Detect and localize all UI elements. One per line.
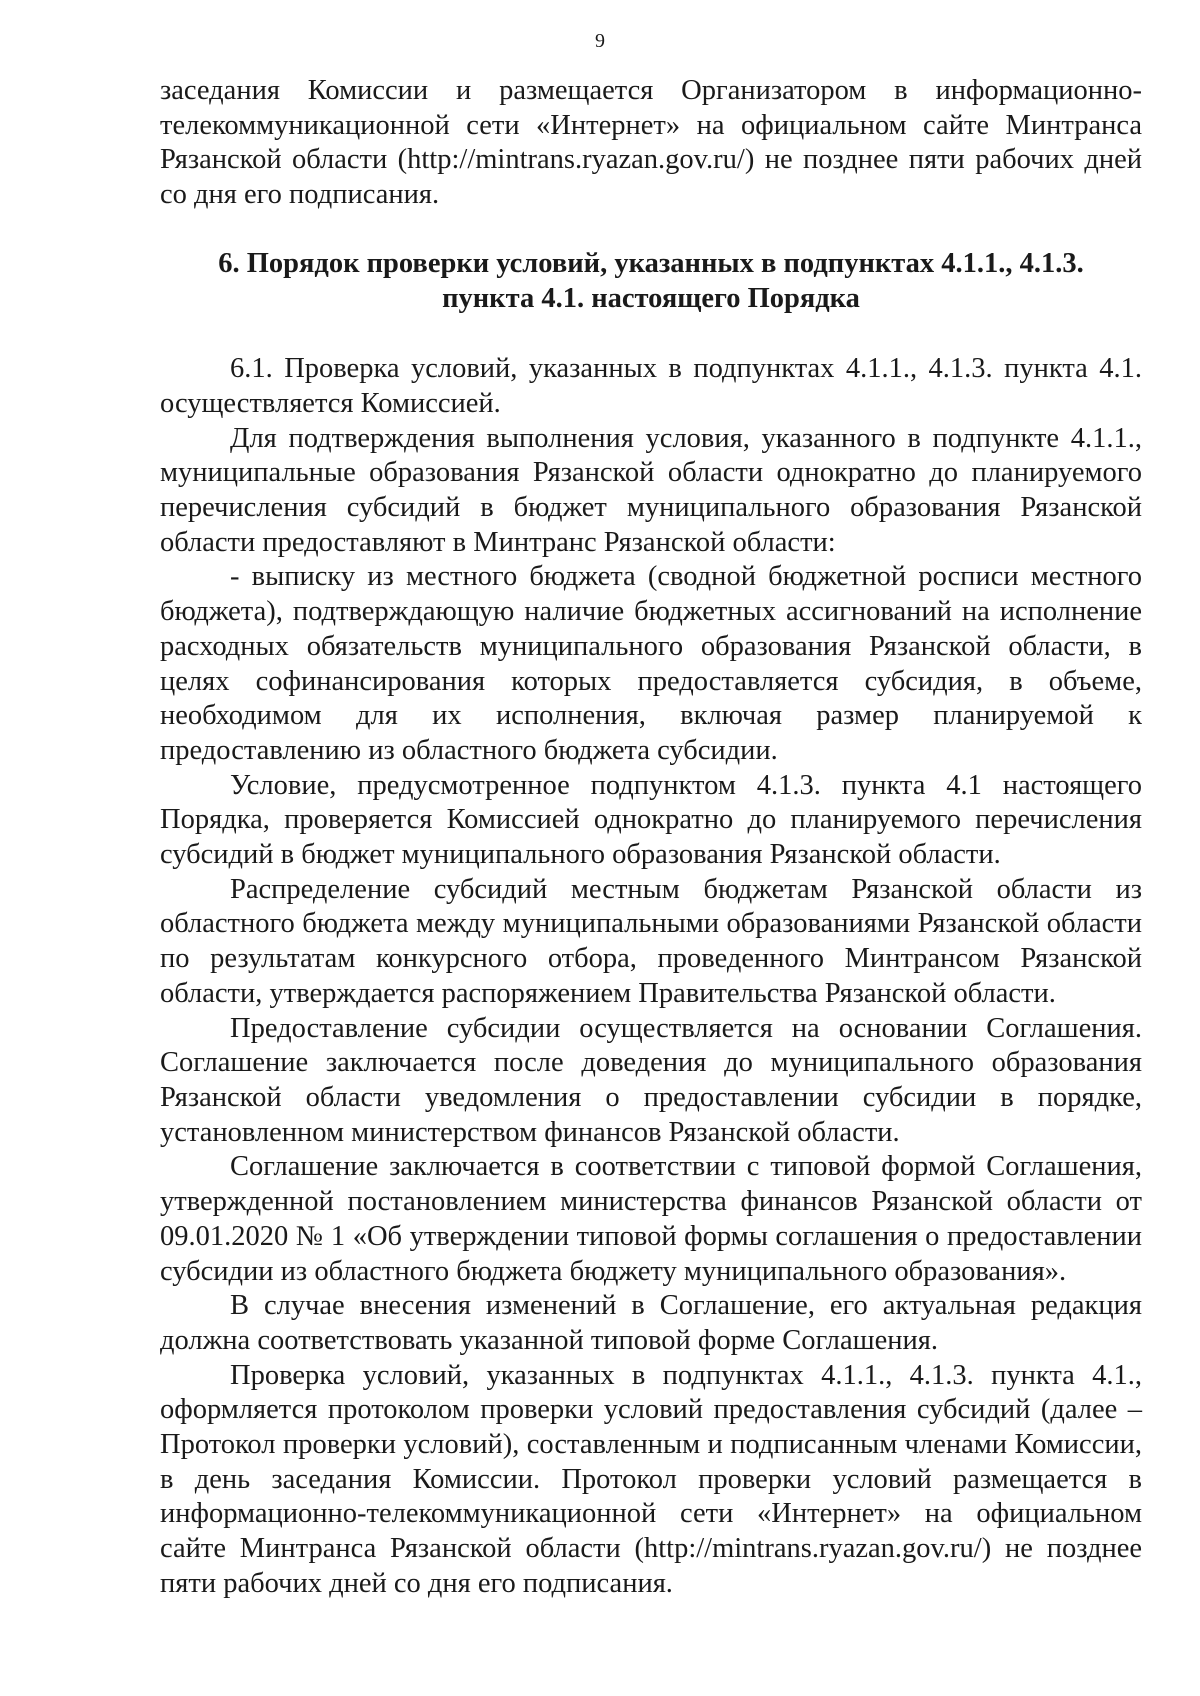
paragraph-condition-4-1-3: Условие, предусмотренное подпунктом 4.1.3. пункта 4.1 настоящего Порядка, проверяется Комиссией однократно до планируемого перечисления субсидий в бюджет муниципального образования Рязанской области. [160, 769, 1142, 871]
paragraph-agreement-basis: Предоставление субсидии осуществляется на основании Соглашения. Соглашение заключается после доведения до муниципального образования Рязанской области уведомления о предоставлении субсидии в порядке, установленном министерством финансов Рязанской области. [160, 1012, 1142, 1148]
paragraph-agreement-changes: В случае внесения изменений в Соглашение, его актуальная редакция должна соответствовать указанной типовой форме Соглашения. [160, 1290, 1142, 1356]
section-heading-line-2: пункта 4.1. настоящего Порядка [442, 282, 860, 314]
paragraph-budget-extract: - выписку из местного бюджета (сводной бюджетной росписи местного бюджета), подтверждающую наличие бюджетных ассигнований на исполнение расходных обязательств муниципального образования Рязанской области, в целях софинансирования которых предоставляется субсидия, в объеме, необходимом для их исполнения, включая размер планируемой к предоставлению из областного бюджета субсидии. [160, 561, 1142, 766]
paragraph-verification-protocol: Проверка условий, указанных в подпунктах 4.1.1., 4.1.3. пункта 4.1., оформляется протоколом проверки условий предоставления субсидий (далее – Протокол проверки условий), составленным и подписанным членами Комиссии, в день заседания Комиссии. Протокол проверки условий размещается в информационно-телекоммуникационной сети «Интернет» на официальном сайте Минтранса Рязанской области (http://mintrans.ryazan.gov.ru/) не позднее пяти рабочих дней со дня его подписания. [160, 1359, 1142, 1599]
paragraph-subsidy-distribution: Распределение субсидий местным бюджетам Рязанской области из областного бюджета между муниципальными образованиями Рязанской области по результатам конкурсного отбора, проведенного Минтрансом Рязанской области, утверждается распоряжением Правительства Рязанской области. [160, 873, 1142, 1009]
page-number: 9 [595, 30, 605, 52]
intro-paragraph: заседания Комиссии и размещается Организатором в информационно-телекоммуникационной сети «Интернет» на официальном сайте Минтранса Рязанской области (http://mintrans.ryazan.gov.ru/) не позднее пяти рабочих дней со дня его подписания. [160, 75, 1142, 211]
document-body [160, 74, 1142, 1602]
section-heading [160, 247, 1142, 316]
paragraph-6-1: 6.1. Проверка условий, указанных в подпунктах 4.1.1., 4.1.3. пункта 4.1. осуществляется Комиссией. [160, 353, 1142, 419]
paragraph-agreement-form: Соглашение заключается в соответствии с типовой формой Соглашения, утвержденной постановлением министерства финансов Рязанской области от 09.01.2020 № 1 «Об утверждении типовой формы соглашения о предоставлении субсидии из областного бюджета бюджету муниципального образования». [160, 1151, 1142, 1287]
paragraph-confirmation-condition: Для подтверждения выполнения условия, указанного в подпункте 4.1.1., муниципальные образования Рязанской области однократно до планируемого перечисления субсидий в бюджет муниципального образования Рязанской области предоставляют в Минтранс Рязанской области: [160, 422, 1142, 558]
section-heading-line-1: 6. Порядок проверки условий, указанных в подпунктах 4.1.1., 4.1.3. [218, 247, 1084, 279]
